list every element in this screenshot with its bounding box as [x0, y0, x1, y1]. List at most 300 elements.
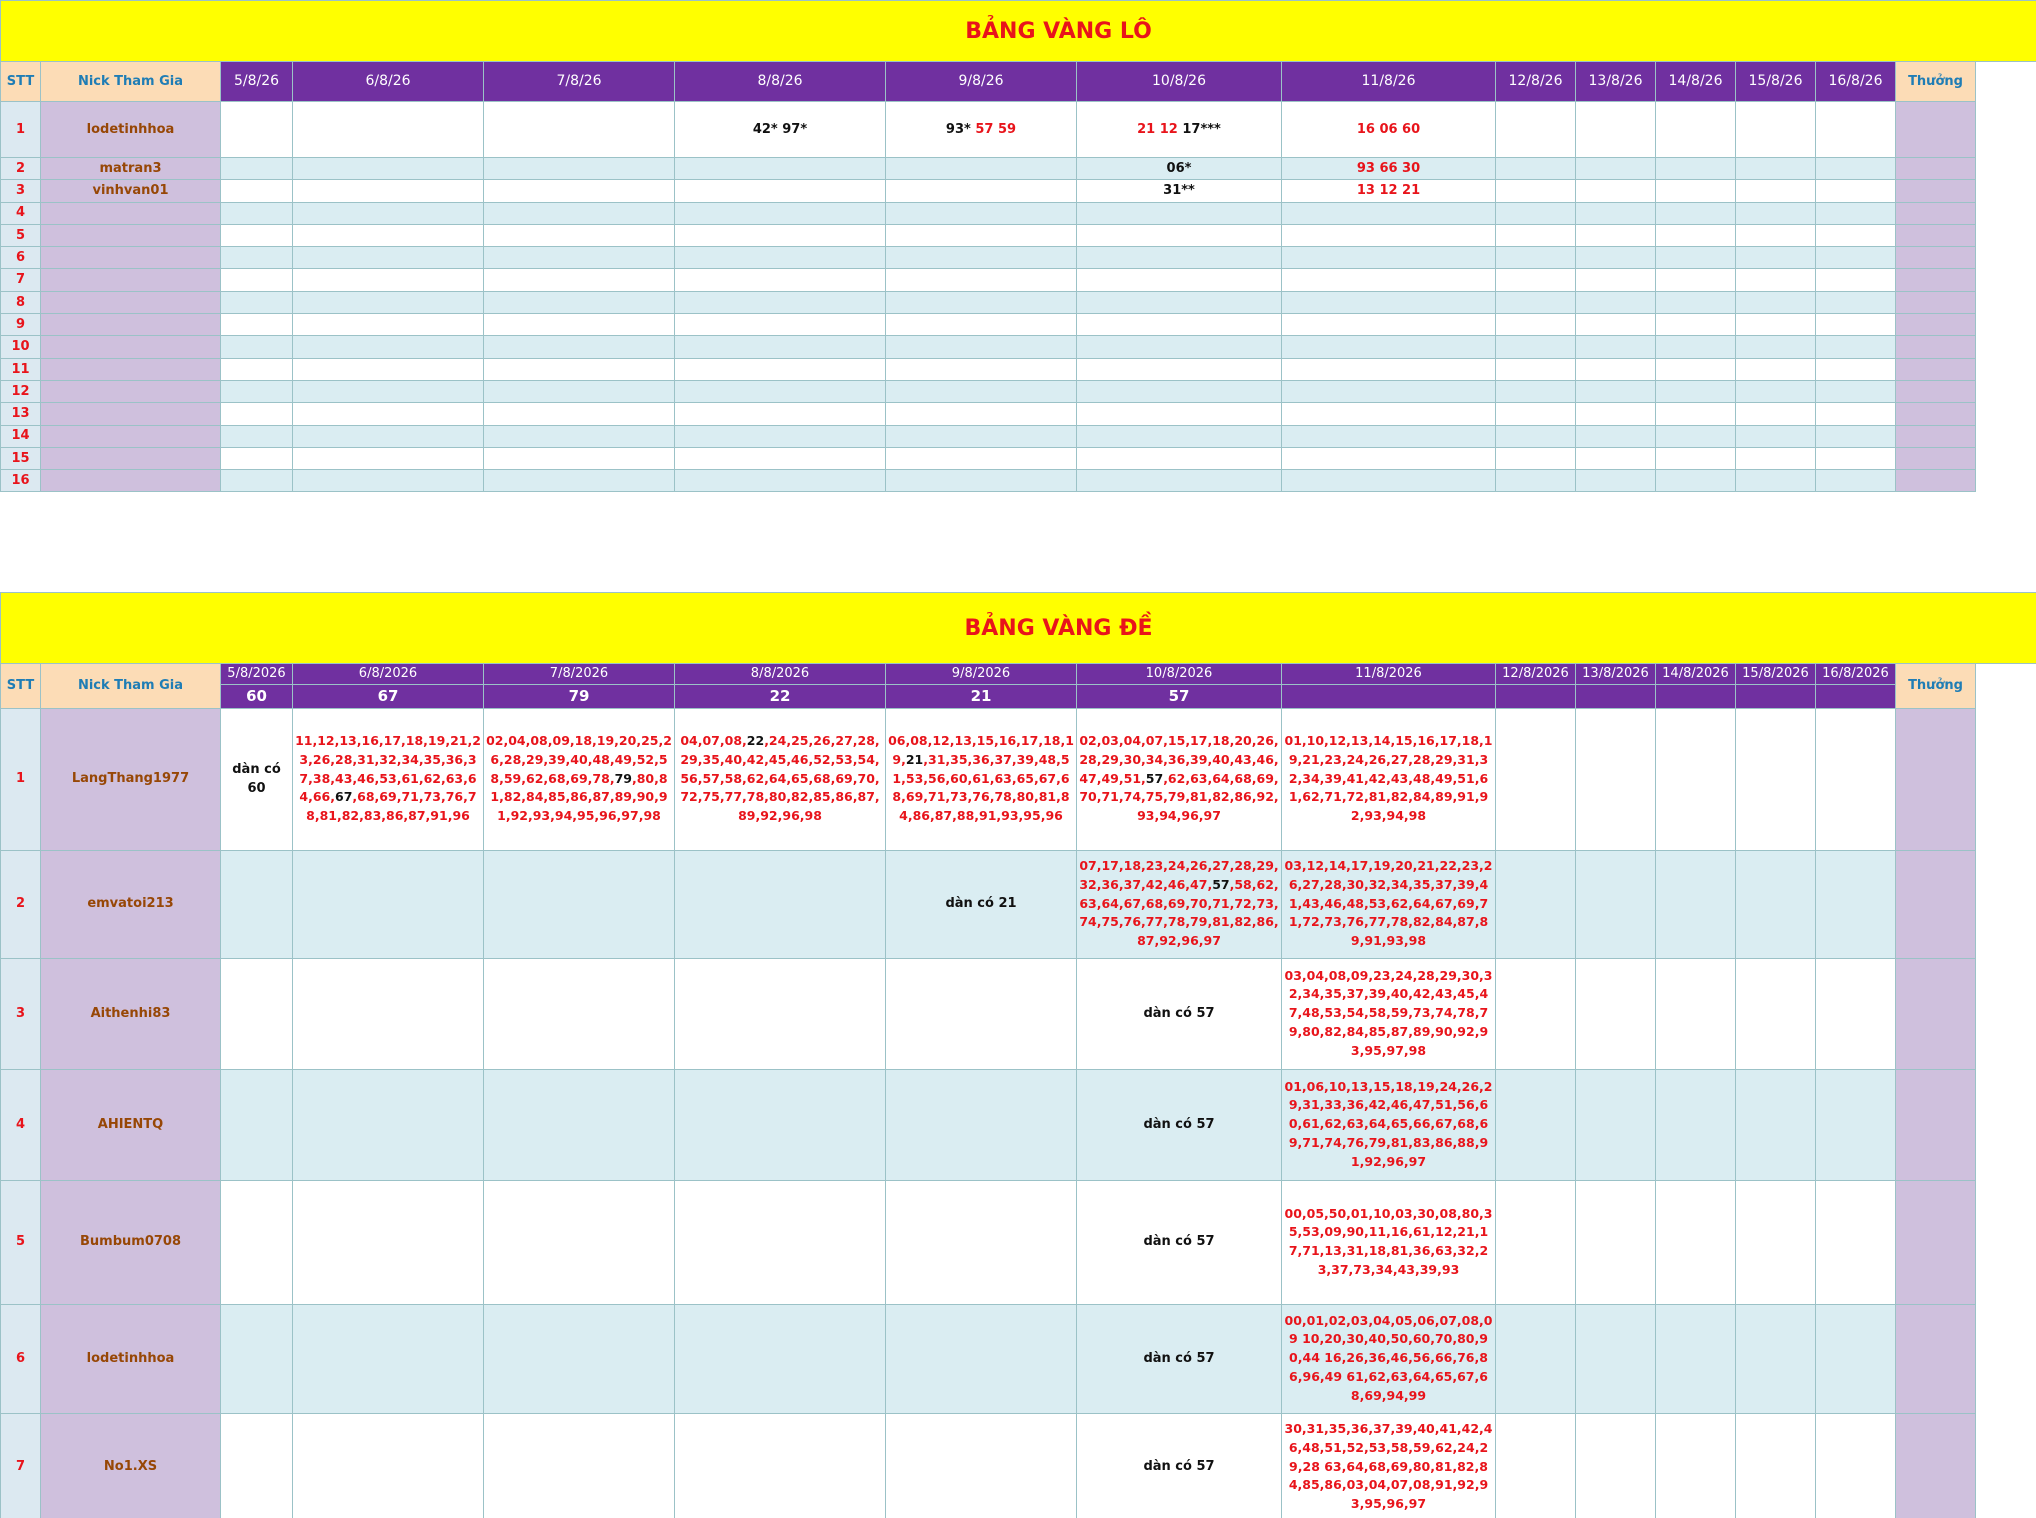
lo-day-cell[interactable] — [1282, 180, 1496, 202]
lo-header-date[interactable]: 15/8/26 — [1736, 62, 1816, 102]
lo-day-cell[interactable] — [1736, 403, 1816, 425]
lo-day-cell[interactable] — [886, 202, 1077, 224]
lo-day-cell[interactable] — [1656, 224, 1736, 246]
lo-day-cell[interactable] — [484, 202, 675, 224]
lo-day-cell[interactable] — [1736, 336, 1816, 358]
de-day-cell[interactable] — [293, 1304, 484, 1413]
row-thuong[interactable] — [1896, 850, 1976, 958]
row-stt[interactable]: 3 — [1, 958, 41, 1069]
lo-day-cell[interactable] — [1496, 202, 1576, 224]
lo-day-cell[interactable] — [1816, 102, 1896, 158]
de-day-cell[interactable] — [221, 1413, 293, 1518]
de-day-cell[interactable] — [484, 958, 675, 1069]
lo-day-cell[interactable] — [1656, 180, 1736, 202]
lo-day-cell[interactable] — [675, 247, 886, 269]
row-thuong[interactable] — [1896, 380, 1976, 402]
lo-day-cell[interactable] — [1656, 102, 1736, 158]
lo-day-cell[interactable] — [1816, 202, 1896, 224]
de-day-cell[interactable] — [1576, 1304, 1656, 1413]
de-day-cell[interactable] — [1736, 958, 1816, 1069]
de-header-date[interactable]: 16/8/2026 — [1816, 664, 1896, 685]
row-thuong[interactable] — [1896, 470, 1976, 492]
de-result-number[interactable] — [1736, 685, 1816, 709]
lo-day-cell[interactable] — [1736, 425, 1816, 447]
de-day-cell[interactable] — [1736, 1069, 1816, 1180]
de-header-thuong[interactable]: Thưởng — [1896, 664, 1976, 709]
row-thuong[interactable] — [1896, 425, 1976, 447]
lo-day-cell[interactable] — [1736, 102, 1816, 158]
de-day-cell[interactable] — [221, 850, 293, 958]
row-stt[interactable]: 13 — [1, 403, 41, 425]
de-day-cell[interactable] — [1282, 1069, 1496, 1180]
lo-day-cell[interactable] — [484, 269, 675, 291]
de-day-cell[interactable] — [1816, 708, 1896, 850]
lo-header-date[interactable]: 9/8/26 — [886, 62, 1077, 102]
de-day-cell[interactable] — [1282, 850, 1496, 958]
lo-day-cell[interactable] — [484, 470, 675, 492]
lo-day-cell[interactable] — [1077, 358, 1282, 380]
lo-day-cell[interactable] — [1282, 358, 1496, 380]
row-thuong[interactable] — [1896, 358, 1976, 380]
de-day-cell[interactable] — [1656, 1069, 1736, 1180]
de-day-cell[interactable] — [1656, 958, 1736, 1069]
de-day-cell[interactable] — [1656, 1180, 1736, 1304]
de-day-cell[interactable] — [886, 850, 1077, 958]
lo-day-cell[interactable] — [1816, 403, 1896, 425]
de-header-date[interactable]: 15/8/2026 — [1736, 664, 1816, 685]
row-stt[interactable]: 2 — [1, 158, 41, 180]
de-day-cell[interactable] — [484, 1069, 675, 1180]
lo-day-cell[interactable] — [1496, 247, 1576, 269]
row-thuong[interactable] — [1896, 1069, 1976, 1180]
lo-day-cell[interactable] — [1576, 358, 1656, 380]
row-thuong[interactable] — [1896, 403, 1976, 425]
de-day-cell[interactable] — [1736, 1180, 1816, 1304]
de-day-cell[interactable] — [484, 1304, 675, 1413]
lo-day-cell[interactable] — [1496, 470, 1576, 492]
de-day-cell[interactable] — [1816, 958, 1896, 1069]
de-day-cell[interactable] — [1656, 850, 1736, 958]
lo-day-cell[interactable] — [484, 336, 675, 358]
lo-day-cell[interactable] — [1656, 425, 1736, 447]
de-day-cell[interactable] — [293, 1069, 484, 1180]
de-header-date[interactable]: 6/8/2026 — [293, 664, 484, 685]
lo-day-cell[interactable] — [1282, 291, 1496, 313]
de-day-cell[interactable] — [1576, 1413, 1656, 1518]
de-day-cell[interactable] — [1496, 1304, 1576, 1413]
row-nick[interactable] — [41, 403, 221, 425]
lo-day-cell[interactable] — [221, 358, 293, 380]
lo-day-cell[interactable] — [1077, 224, 1282, 246]
lo-day-cell[interactable] — [1656, 470, 1736, 492]
lo-day-cell[interactable] — [1077, 314, 1282, 336]
de-day-cell[interactable] — [1282, 708, 1496, 850]
lo-day-cell[interactable] — [1077, 180, 1282, 202]
lo-day-cell[interactable] — [1816, 158, 1896, 180]
lo-day-cell[interactable] — [293, 314, 484, 336]
row-nick[interactable] — [41, 425, 221, 447]
lo-day-cell[interactable] — [1736, 224, 1816, 246]
lo-day-cell[interactable] — [1282, 470, 1496, 492]
de-day-cell[interactable] — [1736, 1304, 1816, 1413]
de-result-number[interactable] — [1816, 685, 1896, 709]
lo-day-cell[interactable] — [675, 336, 886, 358]
lo-day-cell[interactable] — [1077, 470, 1282, 492]
lo-day-cell[interactable] — [484, 314, 675, 336]
de-day-cell[interactable] — [675, 708, 886, 850]
lo-header-date[interactable]: 8/8/26 — [675, 62, 886, 102]
lo-day-cell[interactable] — [1077, 158, 1282, 180]
lo-day-cell[interactable] — [1496, 403, 1576, 425]
de-day-cell[interactable] — [293, 708, 484, 850]
row-thuong[interactable] — [1896, 291, 1976, 313]
de-header-date[interactable]: 13/8/2026 — [1576, 664, 1656, 685]
lo-day-cell[interactable] — [1736, 180, 1816, 202]
lo-header-date[interactable]: 7/8/26 — [484, 62, 675, 102]
row-stt[interactable]: 4 — [1, 1069, 41, 1180]
lo-header-date[interactable]: 10/8/26 — [1077, 62, 1282, 102]
lo-day-cell[interactable] — [675, 470, 886, 492]
row-stt[interactable]: 15 — [1, 447, 41, 469]
lo-day-cell[interactable] — [1656, 269, 1736, 291]
lo-day-cell[interactable] — [675, 269, 886, 291]
de-result-number[interactable]: 60 — [221, 685, 293, 709]
lo-day-cell[interactable] — [484, 380, 675, 402]
row-stt[interactable]: 6 — [1, 1304, 41, 1413]
de-day-cell[interactable] — [1736, 708, 1816, 850]
row-thuong[interactable] — [1896, 708, 1976, 850]
de-day-cell[interactable] — [1656, 708, 1736, 850]
lo-day-cell[interactable] — [886, 291, 1077, 313]
lo-day-cell[interactable] — [1576, 314, 1656, 336]
row-stt[interactable]: 7 — [1, 269, 41, 291]
lo-day-cell[interactable] — [1656, 314, 1736, 336]
lo-day-cell[interactable] — [886, 247, 1077, 269]
row-stt[interactable]: 5 — [1, 224, 41, 246]
row-stt[interactable]: 1 — [1, 708, 41, 850]
lo-day-cell[interactable] — [484, 224, 675, 246]
lo-day-cell[interactable] — [1077, 403, 1282, 425]
lo-header-date[interactable]: 6/8/26 — [293, 62, 484, 102]
lo-day-cell[interactable] — [1496, 380, 1576, 402]
de-result-number[interactable]: 67 — [293, 685, 484, 709]
de-day-cell[interactable] — [1816, 850, 1896, 958]
lo-day-cell[interactable] — [221, 336, 293, 358]
de-day-cell[interactable] — [1576, 850, 1656, 958]
row-nick[interactable] — [41, 247, 221, 269]
lo-day-cell[interactable] — [221, 269, 293, 291]
lo-day-cell[interactable] — [1576, 269, 1656, 291]
de-day-cell[interactable] — [1816, 1413, 1896, 1518]
de-day-cell[interactable] — [1496, 708, 1576, 850]
lo-day-cell[interactable] — [1816, 247, 1896, 269]
de-day-cell[interactable] — [886, 958, 1077, 1069]
row-stt[interactable]: 16 — [1, 470, 41, 492]
lo-day-cell[interactable] — [293, 247, 484, 269]
row-nick[interactable] — [41, 380, 221, 402]
lo-day-cell[interactable] — [675, 380, 886, 402]
lo-day-cell[interactable] — [1816, 425, 1896, 447]
de-day-cell[interactable] — [484, 708, 675, 850]
lo-day-cell[interactable] — [221, 180, 293, 202]
lo-day-cell[interactable] — [1816, 470, 1896, 492]
lo-day-cell[interactable] — [886, 358, 1077, 380]
de-day-cell[interactable] — [293, 1180, 484, 1304]
de-day-cell[interactable] — [1736, 850, 1816, 958]
lo-day-cell[interactable] — [221, 447, 293, 469]
lo-day-cell[interactable] — [293, 336, 484, 358]
row-nick[interactable] — [41, 269, 221, 291]
lo-day-cell[interactable] — [1496, 336, 1576, 358]
lo-day-cell[interactable] — [1077, 336, 1282, 358]
lo-day-cell[interactable] — [293, 403, 484, 425]
lo-day-cell[interactable] — [484, 158, 675, 180]
de-day-cell[interactable] — [293, 1413, 484, 1518]
lo-day-cell[interactable] — [675, 180, 886, 202]
lo-day-cell[interactable] — [1736, 380, 1816, 402]
lo-day-cell[interactable] — [1816, 314, 1896, 336]
row-thuong[interactable] — [1896, 269, 1976, 291]
lo-day-cell[interactable] — [1077, 202, 1282, 224]
row-thuong[interactable] — [1896, 314, 1976, 336]
lo-day-cell[interactable] — [886, 447, 1077, 469]
de-result-number[interactable] — [1496, 685, 1576, 709]
de-result-number[interactable] — [1656, 685, 1736, 709]
lo-day-cell[interactable] — [1077, 447, 1282, 469]
lo-day-cell[interactable] — [1576, 224, 1656, 246]
lo-day-cell[interactable] — [1576, 336, 1656, 358]
lo-day-cell[interactable] — [1656, 247, 1736, 269]
lo-day-cell[interactable] — [1736, 314, 1816, 336]
de-day-cell[interactable] — [1816, 1180, 1896, 1304]
de-day-cell[interactable] — [1576, 958, 1656, 1069]
row-thuong[interactable] — [1896, 958, 1976, 1069]
lo-day-cell[interactable] — [1656, 447, 1736, 469]
row-nick[interactable] — [41, 470, 221, 492]
row-nick[interactable]: Aithenhi83 — [41, 958, 221, 1069]
lo-day-cell[interactable] — [484, 403, 675, 425]
de-header-date[interactable]: 8/8/2026 — [675, 664, 886, 685]
row-stt[interactable]: 10 — [1, 336, 41, 358]
lo-day-cell[interactable] — [293, 380, 484, 402]
lo-day-cell[interactable] — [484, 425, 675, 447]
lo-day-cell[interactable] — [1816, 291, 1896, 313]
row-nick[interactable]: emvatoi213 — [41, 850, 221, 958]
de-day-cell[interactable] — [221, 1069, 293, 1180]
lo-day-cell[interactable] — [1496, 425, 1576, 447]
lo-day-cell[interactable] — [1816, 447, 1896, 469]
lo-day-cell[interactable] — [484, 180, 675, 202]
lo-day-cell[interactable] — [675, 447, 886, 469]
row-stt[interactable]: 1 — [1, 102, 41, 158]
lo-day-cell[interactable] — [1496, 447, 1576, 469]
row-thuong[interactable] — [1896, 1413, 1976, 1518]
lo-day-cell[interactable] — [675, 224, 886, 246]
de-day-cell[interactable] — [886, 1413, 1077, 1518]
lo-day-cell[interactable] — [675, 314, 886, 336]
de-day-cell[interactable] — [1496, 1413, 1576, 1518]
lo-day-cell[interactable] — [1816, 224, 1896, 246]
de-day-cell[interactable] — [886, 1180, 1077, 1304]
lo-day-cell[interactable] — [484, 247, 675, 269]
lo-day-cell[interactable] — [1496, 102, 1576, 158]
lo-day-cell[interactable] — [1496, 224, 1576, 246]
lo-day-cell[interactable] — [293, 180, 484, 202]
de-day-cell[interactable] — [1282, 958, 1496, 1069]
lo-day-cell[interactable] — [1077, 269, 1282, 291]
row-stt[interactable]: 5 — [1, 1180, 41, 1304]
row-stt[interactable]: 8 — [1, 291, 41, 313]
lo-day-cell[interactable] — [1576, 470, 1656, 492]
lo-day-cell[interactable] — [1576, 158, 1656, 180]
lo-day-cell[interactable] — [293, 202, 484, 224]
de-header-date[interactable]: 10/8/2026 — [1077, 664, 1282, 685]
lo-day-cell[interactable] — [1576, 202, 1656, 224]
lo-day-cell[interactable] — [221, 380, 293, 402]
lo-day-cell[interactable] — [675, 158, 886, 180]
de-day-cell[interactable] — [1077, 1069, 1282, 1180]
lo-day-cell[interactable] — [886, 403, 1077, 425]
lo-day-cell[interactable] — [293, 447, 484, 469]
row-stt[interactable]: 9 — [1, 314, 41, 336]
lo-day-cell[interactable] — [484, 102, 675, 158]
lo-day-cell[interactable] — [1656, 202, 1736, 224]
lo-day-cell[interactable] — [1496, 158, 1576, 180]
row-stt[interactable]: 4 — [1, 202, 41, 224]
lo-day-cell[interactable] — [1656, 403, 1736, 425]
lo-day-cell[interactable] — [1282, 269, 1496, 291]
row-stt[interactable]: 14 — [1, 425, 41, 447]
row-thuong[interactable] — [1896, 224, 1976, 246]
lo-day-cell[interactable] — [1282, 403, 1496, 425]
de-result-number[interactable]: 79 — [484, 685, 675, 709]
lo-day-cell[interactable] — [1496, 291, 1576, 313]
lo-day-cell[interactable] — [484, 291, 675, 313]
de-result-number[interactable] — [1282, 685, 1496, 709]
de-day-cell[interactable] — [675, 1180, 886, 1304]
lo-day-cell[interactable] — [1656, 358, 1736, 380]
lo-day-cell[interactable] — [293, 102, 484, 158]
row-nick[interactable] — [41, 358, 221, 380]
row-nick[interactable] — [41, 224, 221, 246]
de-result-number[interactable]: 57 — [1077, 685, 1282, 709]
lo-header-date[interactable]: 11/8/26 — [1282, 62, 1496, 102]
de-day-cell[interactable] — [221, 708, 293, 850]
lo-day-cell[interactable] — [1576, 403, 1656, 425]
de-day-cell[interactable] — [1496, 1069, 1576, 1180]
de-day-cell[interactable] — [484, 1413, 675, 1518]
lo-day-cell[interactable] — [1282, 202, 1496, 224]
de-header-date[interactable]: 12/8/2026 — [1496, 664, 1576, 685]
row-nick[interactable]: lodetinhhoa — [41, 102, 221, 158]
row-stt[interactable]: 11 — [1, 358, 41, 380]
lo-header-stt[interactable]: STT — [1, 62, 41, 102]
lo-day-cell[interactable] — [1282, 336, 1496, 358]
row-nick[interactable]: matran3 — [41, 158, 221, 180]
de-header-date[interactable]: 11/8/2026 — [1282, 664, 1496, 685]
lo-day-cell[interactable] — [1656, 336, 1736, 358]
lo-day-cell[interactable] — [293, 224, 484, 246]
row-nick[interactable]: Bumbum0708 — [41, 1180, 221, 1304]
lo-day-cell[interactable] — [1736, 202, 1816, 224]
de-day-cell[interactable] — [675, 1304, 886, 1413]
lo-header-date[interactable]: 5/8/26 — [221, 62, 293, 102]
lo-day-cell[interactable] — [221, 102, 293, 158]
lo-day-cell[interactable] — [1496, 358, 1576, 380]
lo-header-thuong[interactable]: Thưởng — [1896, 62, 1976, 102]
lo-day-cell[interactable] — [1736, 269, 1816, 291]
lo-day-cell[interactable] — [1496, 180, 1576, 202]
lo-day-cell[interactable] — [1656, 291, 1736, 313]
de-day-cell[interactable] — [1077, 1304, 1282, 1413]
de-title[interactable]: BẢNG VÀNG ĐỀ — [1, 593, 2036, 664]
lo-day-cell[interactable] — [1496, 314, 1576, 336]
de-result-number[interactable] — [1576, 685, 1656, 709]
de-header-date[interactable]: 5/8/2026 — [221, 664, 293, 685]
de-day-cell[interactable] — [1282, 1180, 1496, 1304]
de-result-number[interactable]: 21 — [886, 685, 1077, 709]
lo-day-cell[interactable] — [675, 291, 886, 313]
row-thuong[interactable] — [1896, 202, 1976, 224]
lo-day-cell[interactable] — [1736, 291, 1816, 313]
lo-day-cell[interactable] — [1816, 380, 1896, 402]
lo-day-cell[interactable] — [1282, 102, 1496, 158]
de-day-cell[interactable] — [675, 1413, 886, 1518]
lo-day-cell[interactable] — [1736, 447, 1816, 469]
lo-day-cell[interactable] — [1576, 425, 1656, 447]
row-stt[interactable]: 7 — [1, 1413, 41, 1518]
lo-day-cell[interactable] — [1816, 180, 1896, 202]
de-day-cell[interactable] — [675, 958, 886, 1069]
de-day-cell[interactable] — [221, 1180, 293, 1304]
row-nick[interactable] — [41, 336, 221, 358]
lo-day-cell[interactable] — [1656, 158, 1736, 180]
de-header-date[interactable]: 7/8/2026 — [484, 664, 675, 685]
lo-day-cell[interactable] — [1656, 380, 1736, 402]
lo-day-cell[interactable] — [1736, 247, 1816, 269]
de-day-cell[interactable] — [1077, 708, 1282, 850]
row-stt[interactable]: 6 — [1, 247, 41, 269]
lo-day-cell[interactable] — [221, 224, 293, 246]
row-nick[interactable]: AHIENTQ — [41, 1069, 221, 1180]
lo-day-cell[interactable] — [293, 158, 484, 180]
de-day-cell[interactable] — [1077, 850, 1282, 958]
de-header-date[interactable]: 9/8/2026 — [886, 664, 1077, 685]
de-day-cell[interactable] — [886, 1069, 1077, 1180]
de-header-date[interactable]: 14/8/2026 — [1656, 664, 1736, 685]
lo-day-cell[interactable] — [1077, 291, 1282, 313]
de-result-number[interactable]: 22 — [675, 685, 886, 709]
lo-day-cell[interactable] — [886, 380, 1077, 402]
de-day-cell[interactable] — [484, 850, 675, 958]
row-thuong[interactable] — [1896, 1304, 1976, 1413]
lo-day-cell[interactable] — [293, 425, 484, 447]
row-nick[interactable]: vinhvan01 — [41, 180, 221, 202]
de-day-cell[interactable] — [1736, 1413, 1816, 1518]
lo-day-cell[interactable] — [886, 102, 1077, 158]
row-stt[interactable]: 3 — [1, 180, 41, 202]
de-day-cell[interactable] — [1282, 1413, 1496, 1518]
de-day-cell[interactable] — [1576, 1180, 1656, 1304]
lo-day-cell[interactable] — [1282, 247, 1496, 269]
de-day-cell[interactable] — [1656, 1304, 1736, 1413]
row-thuong[interactable] — [1896, 180, 1976, 202]
de-day-cell[interactable] — [293, 850, 484, 958]
lo-day-cell[interactable] — [1576, 247, 1656, 269]
row-nick[interactable]: lodetinhhoa — [41, 1304, 221, 1413]
row-thuong[interactable] — [1896, 1180, 1976, 1304]
de-day-cell[interactable] — [484, 1180, 675, 1304]
